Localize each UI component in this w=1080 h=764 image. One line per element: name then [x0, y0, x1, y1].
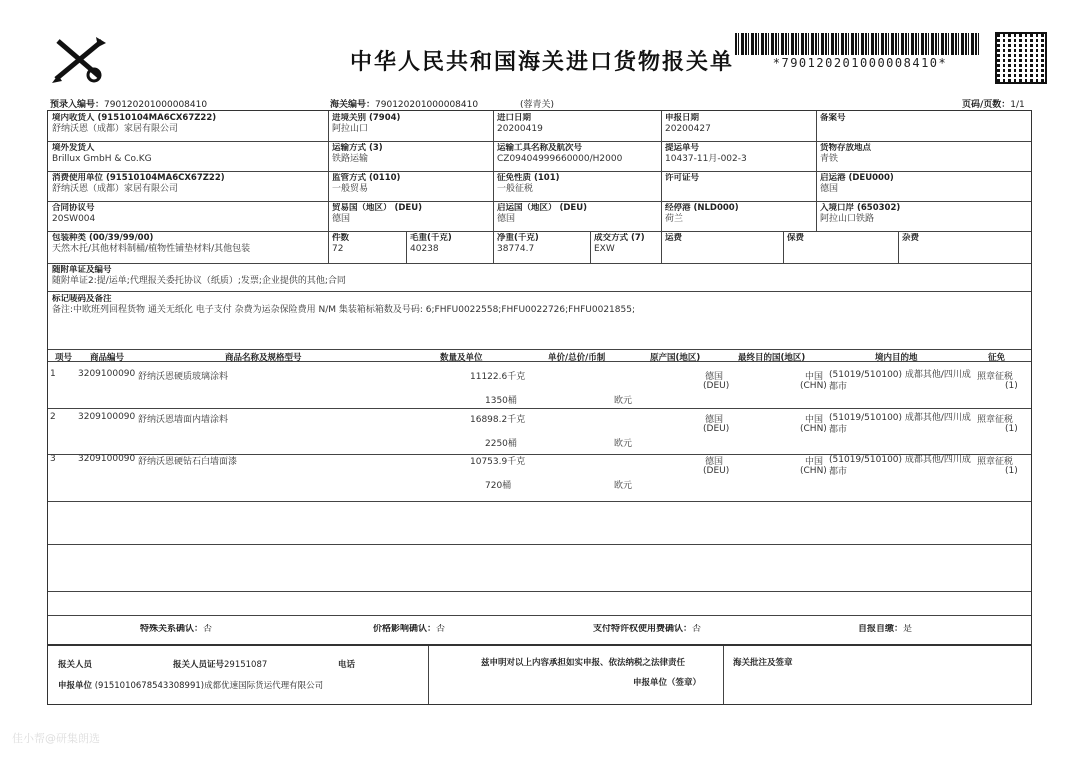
goods-header-levy: 征免: [988, 353, 1006, 363]
declarant-number: 报关人员证号29151087: [173, 660, 268, 670]
gross-weight-cell: 毛重(千克) 40238: [410, 233, 452, 254]
import-date-cell: 进口日期 20200419: [497, 113, 543, 134]
goods-header-dest: 最终目的国(地区): [738, 353, 806, 363]
marks-remarks-cell: 标记唛码及备注 备注:中欧班列回程货物 通关无纸化 电子支付 杂费为运杂保险费用 N/M 集装箱标箱数及号码: 6;FHFU0022558;FHFU0022726;FHFU0021855;: [52, 294, 635, 315]
declarant-label: 报关人员: [58, 660, 93, 670]
package-cell: 包装种类 (00/39/99/00) 天然木托/其他材料制桶/植物性铺垫材料/其他包装: [52, 233, 251, 254]
origin-port-cell: 启运港 (DEU000) 德国: [820, 173, 894, 194]
transit-port-cell: 经停港 (NLD000) 荷兰: [665, 203, 739, 224]
document-title: 中华人民共和国海关进口货物报关单: [350, 50, 735, 75]
customs-declaration-sheet: 中华人民共和国海关进口货物报关单 *790120201000008410* 预录入编号：790120201000008410 海关编号：790120201000008410 (蓉青关) 页码/页数：1/1 境内收货人 (91510104MA6CX67Z22) 舒纳沃恩（成都）家居有限公司 进境关别 (7904) 阿拉山口 进口日期 20200419 申报日期 20200427 备案号 境外发货人 Brillux GmbH & Co.KG 运输方式 (3) 铁路运输 运输工具名称及航次号 CZ09404999660000/H2000 提运单号 10437-11月-002-3 货物存放地点 青铁 消费使用单位 (91510104MA6CX67Z22) 舒纳沃恩（成都）家居有限公司 监管方式 (0110) 一般贸易 征免性质 (101) 一般征税 许可证号 启运港 (DEU000) 德国 合同协议号 20SW004 贸易国（地区） (DEU) 德国 启运国（地区） (DEU) 德国 经停港 (NLD000) 荷兰 入境口岸 (650302) 阿拉山口铁路 包装种类 (00/39/99/00) 天然木托/其他材料制桶/植物性铺垫材料/其他包装 件数 72 毛重(千克) 40238 净重(千克) 38774.7 成交方式 (7) EXW 运费 保费 杂费 随附单证及编号 随附单证2:提/运单;代理报关委托协议（纸质）;发票;企业提供的其他;合同 标记唛码及备注 备注:中欧班列回程货物 通关无纸化 电子支付 杂费为运杂保险费用 N/M 集装箱标箱数及号码: 6;FHFU0022558;FHFU0022726;FHFU0021855; 特殊关系确认：否 价格影响确认：否 支付特许权使用费确认：否 自报自缴：是 项号 商品编号 商品名称及规格型号 数量及单位 单价/总价/币制 原产国(地区) 最终目的国(地区) 境内目的地 征免 1 3209100090 舒纳沃恩硬质玻璃涂料 11122.6千克 1350桶 欧元 德国 (DEU) 中国 (CHN) (51019/510100) 成都其他/四川成都市 照章征税 (1) 2 3209100090 舒纳沃恩墙面内墙涂料 16898.2千克 2250桶 欧元 德国 (DEU) 中国 (CHN) (51019/510100) 成都其他/四川成都市 照章征税 (1) 3 3209100090 舒纳沃恩硬钻石白墙面漆 10753.9千克 720桶 欧元 德国 (DEU) 中国 (CHN) (51019/510100) 成都其他/四川成都市 照章征税 (1) 报关人员 报关人员证号29151087 电话 兹申明对以上内容承担如实申报、依法纳税之法律责任 海关批注及签章 申报单位 (9151010678543308991)成都优速国际货运代理有限公司 申报单位（签章） 佳小帮@研集朗选: [0, 0, 1080, 764]
contract-cell: 合同协议号 20SW004: [52, 203, 96, 224]
qr-code-icon: [995, 32, 1047, 84]
goods-header-item-no: 项号: [55, 353, 73, 363]
barcode-text: *790120201000008410*: [772, 56, 948, 70]
royalty-confirm: 支付特许权使用费确认：否: [593, 624, 702, 634]
goods-header-domestic: 境内目的地: [875, 353, 918, 363]
entry-point-cell: 入境口岸 (650302) 阿拉山口铁路: [820, 203, 901, 224]
goods-header-code: 商品编号: [90, 353, 125, 363]
price-influence-confirm: 价格影响确认：否: [373, 624, 446, 634]
vehicle-cell: 运输工具名称及航次号 CZ09404999660000/H2000: [497, 143, 623, 164]
declaration-statement: 兹申明对以上内容承担如实申报、依法纳税之法律责任: [481, 658, 686, 668]
bill-number-cell: 提运单号 10437-11月-002-3: [665, 143, 747, 164]
deal-mode-cell: 成交方式 (7) EXW: [594, 233, 645, 254]
goods-header-qty: 数量及单位: [440, 353, 483, 363]
entry-port-cell: 进境关别 (7904) 阿拉山口: [332, 113, 401, 134]
departure-country-cell: 启运国（地区） (DEU) 德国: [497, 203, 588, 224]
goods-header-price: 单价/总价/币制: [548, 353, 606, 363]
pre-entry-number: 预录入编号：790120201000008410: [50, 100, 208, 110]
phone-label: 电话: [338, 660, 356, 670]
barcode: [735, 33, 980, 55]
customs-number: 海关编号：790120201000008410: [330, 100, 479, 110]
levy-nature-cell: 征免性质 (101) 一般征税: [497, 173, 560, 194]
self-pay-confirm: 自报自缴：是: [858, 624, 913, 634]
footer-signature-box: [47, 645, 1032, 705]
goods-header-origin: 原产国(地区): [650, 353, 701, 363]
shipper-cell: 境外发货人 Brillux GmbH & Co.KG: [52, 143, 152, 164]
pieces-cell: 件数 72: [332, 233, 350, 254]
misc-fee-cell: 杂费: [902, 233, 920, 243]
license-cell: 许可证号: [665, 173, 700, 183]
customs-office: (蓉青关): [520, 100, 555, 110]
agent-seal-label: 申报单位（签章）: [633, 678, 702, 688]
supervision-cell: 监管方式 (0110) 一般贸易: [332, 173, 401, 194]
goods-place-cell: 货物存放地点 青铁: [820, 143, 872, 164]
special-relation-confirm: 特殊关系确认：否: [140, 624, 213, 634]
transport-cell: 运输方式 (3) 铁路运输: [332, 143, 383, 164]
freight-cell: 运费: [665, 233, 683, 243]
customs-remark-label: 海关批注及签章: [733, 658, 793, 668]
page-number: 页码/页数：1/1: [962, 100, 1025, 110]
consignee-cell: 境内收货人 (91510104MA6CX67Z22) 舒纳沃恩（成都）家居有限公司: [52, 113, 217, 134]
consumer-cell: 消费使用单位 (91510104MA6CX67Z22) 舒纳沃恩（成都）家居有限公司: [52, 173, 225, 194]
insurance-cell: 保费: [787, 233, 805, 243]
net-weight-cell: 净重(千克) 38774.7: [497, 233, 539, 254]
declare-date-cell: 申报日期 20200427: [665, 113, 711, 134]
goods-header-name: 商品名称及规格型号: [225, 353, 302, 363]
watermark-credit: 佳小帮@研集朗选: [12, 732, 100, 745]
attached-docs-cell: 随附单证及编号 随附单证2:提/运单;代理报关委托协议（纸质）;发票;企业提供的其他;合同: [52, 265, 346, 286]
customs-emblem-icon: [50, 35, 110, 85]
record-number-cell: 备案号: [820, 113, 846, 123]
trade-country-cell: 贸易国（地区） (DEU) 德国: [332, 203, 423, 224]
agent-unit: 申报单位 (9151010678543308991)成都优速国际货运代理有限公司: [58, 681, 324, 691]
